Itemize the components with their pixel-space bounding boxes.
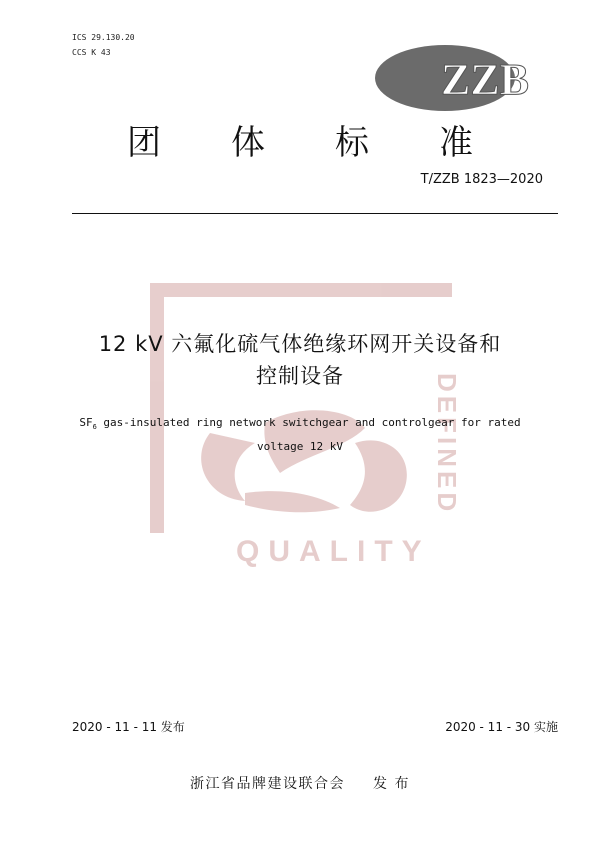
implementation-date: 2020 - 11 - 30 实施 bbox=[445, 720, 558, 734]
sf6-prefix: SF bbox=[79, 416, 93, 429]
watermark-quality-text: QUALITY bbox=[236, 535, 431, 568]
title-chinese-line-2: 控制设备 bbox=[256, 364, 344, 388]
issue-date: 2020 - 11 - 11 发布 bbox=[72, 720, 185, 734]
watermark-defined-text: DEFINED bbox=[432, 373, 462, 516]
title-english-line-1-rest: gas-insulated ring network switchgear and controlgear for rated bbox=[96, 416, 521, 429]
sf6-subscript: 6 bbox=[92, 423, 97, 432]
document-type: 团体标准 bbox=[127, 123, 543, 163]
ccs-code: CCS K 43 bbox=[72, 48, 111, 57]
title-chinese bbox=[0, 328, 600, 392]
publisher-org: 浙江省品牌建设联合会 bbox=[190, 776, 346, 792]
title-chinese-line-1: 12 kV 六氟化硫气体绝缘环网开关设备和 bbox=[98, 332, 502, 356]
title-english-line-2: voltage 12 kV bbox=[256, 440, 344, 454]
header-divider bbox=[72, 213, 558, 214]
document-number: T/ZZB 1823—2020 bbox=[420, 172, 543, 187]
watermark-brush-stroke bbox=[245, 491, 340, 512]
logo-text: ZZB bbox=[440, 55, 530, 104]
title-english bbox=[0, 413, 600, 457]
publisher-action: 发 布 bbox=[373, 776, 410, 792]
zzb-logo bbox=[375, 32, 547, 122]
publisher bbox=[0, 773, 600, 793]
title-english-line-1 bbox=[0, 413, 600, 437]
ics-code: ICS 29.130.20 bbox=[72, 33, 135, 42]
classification-codes bbox=[72, 30, 135, 60]
